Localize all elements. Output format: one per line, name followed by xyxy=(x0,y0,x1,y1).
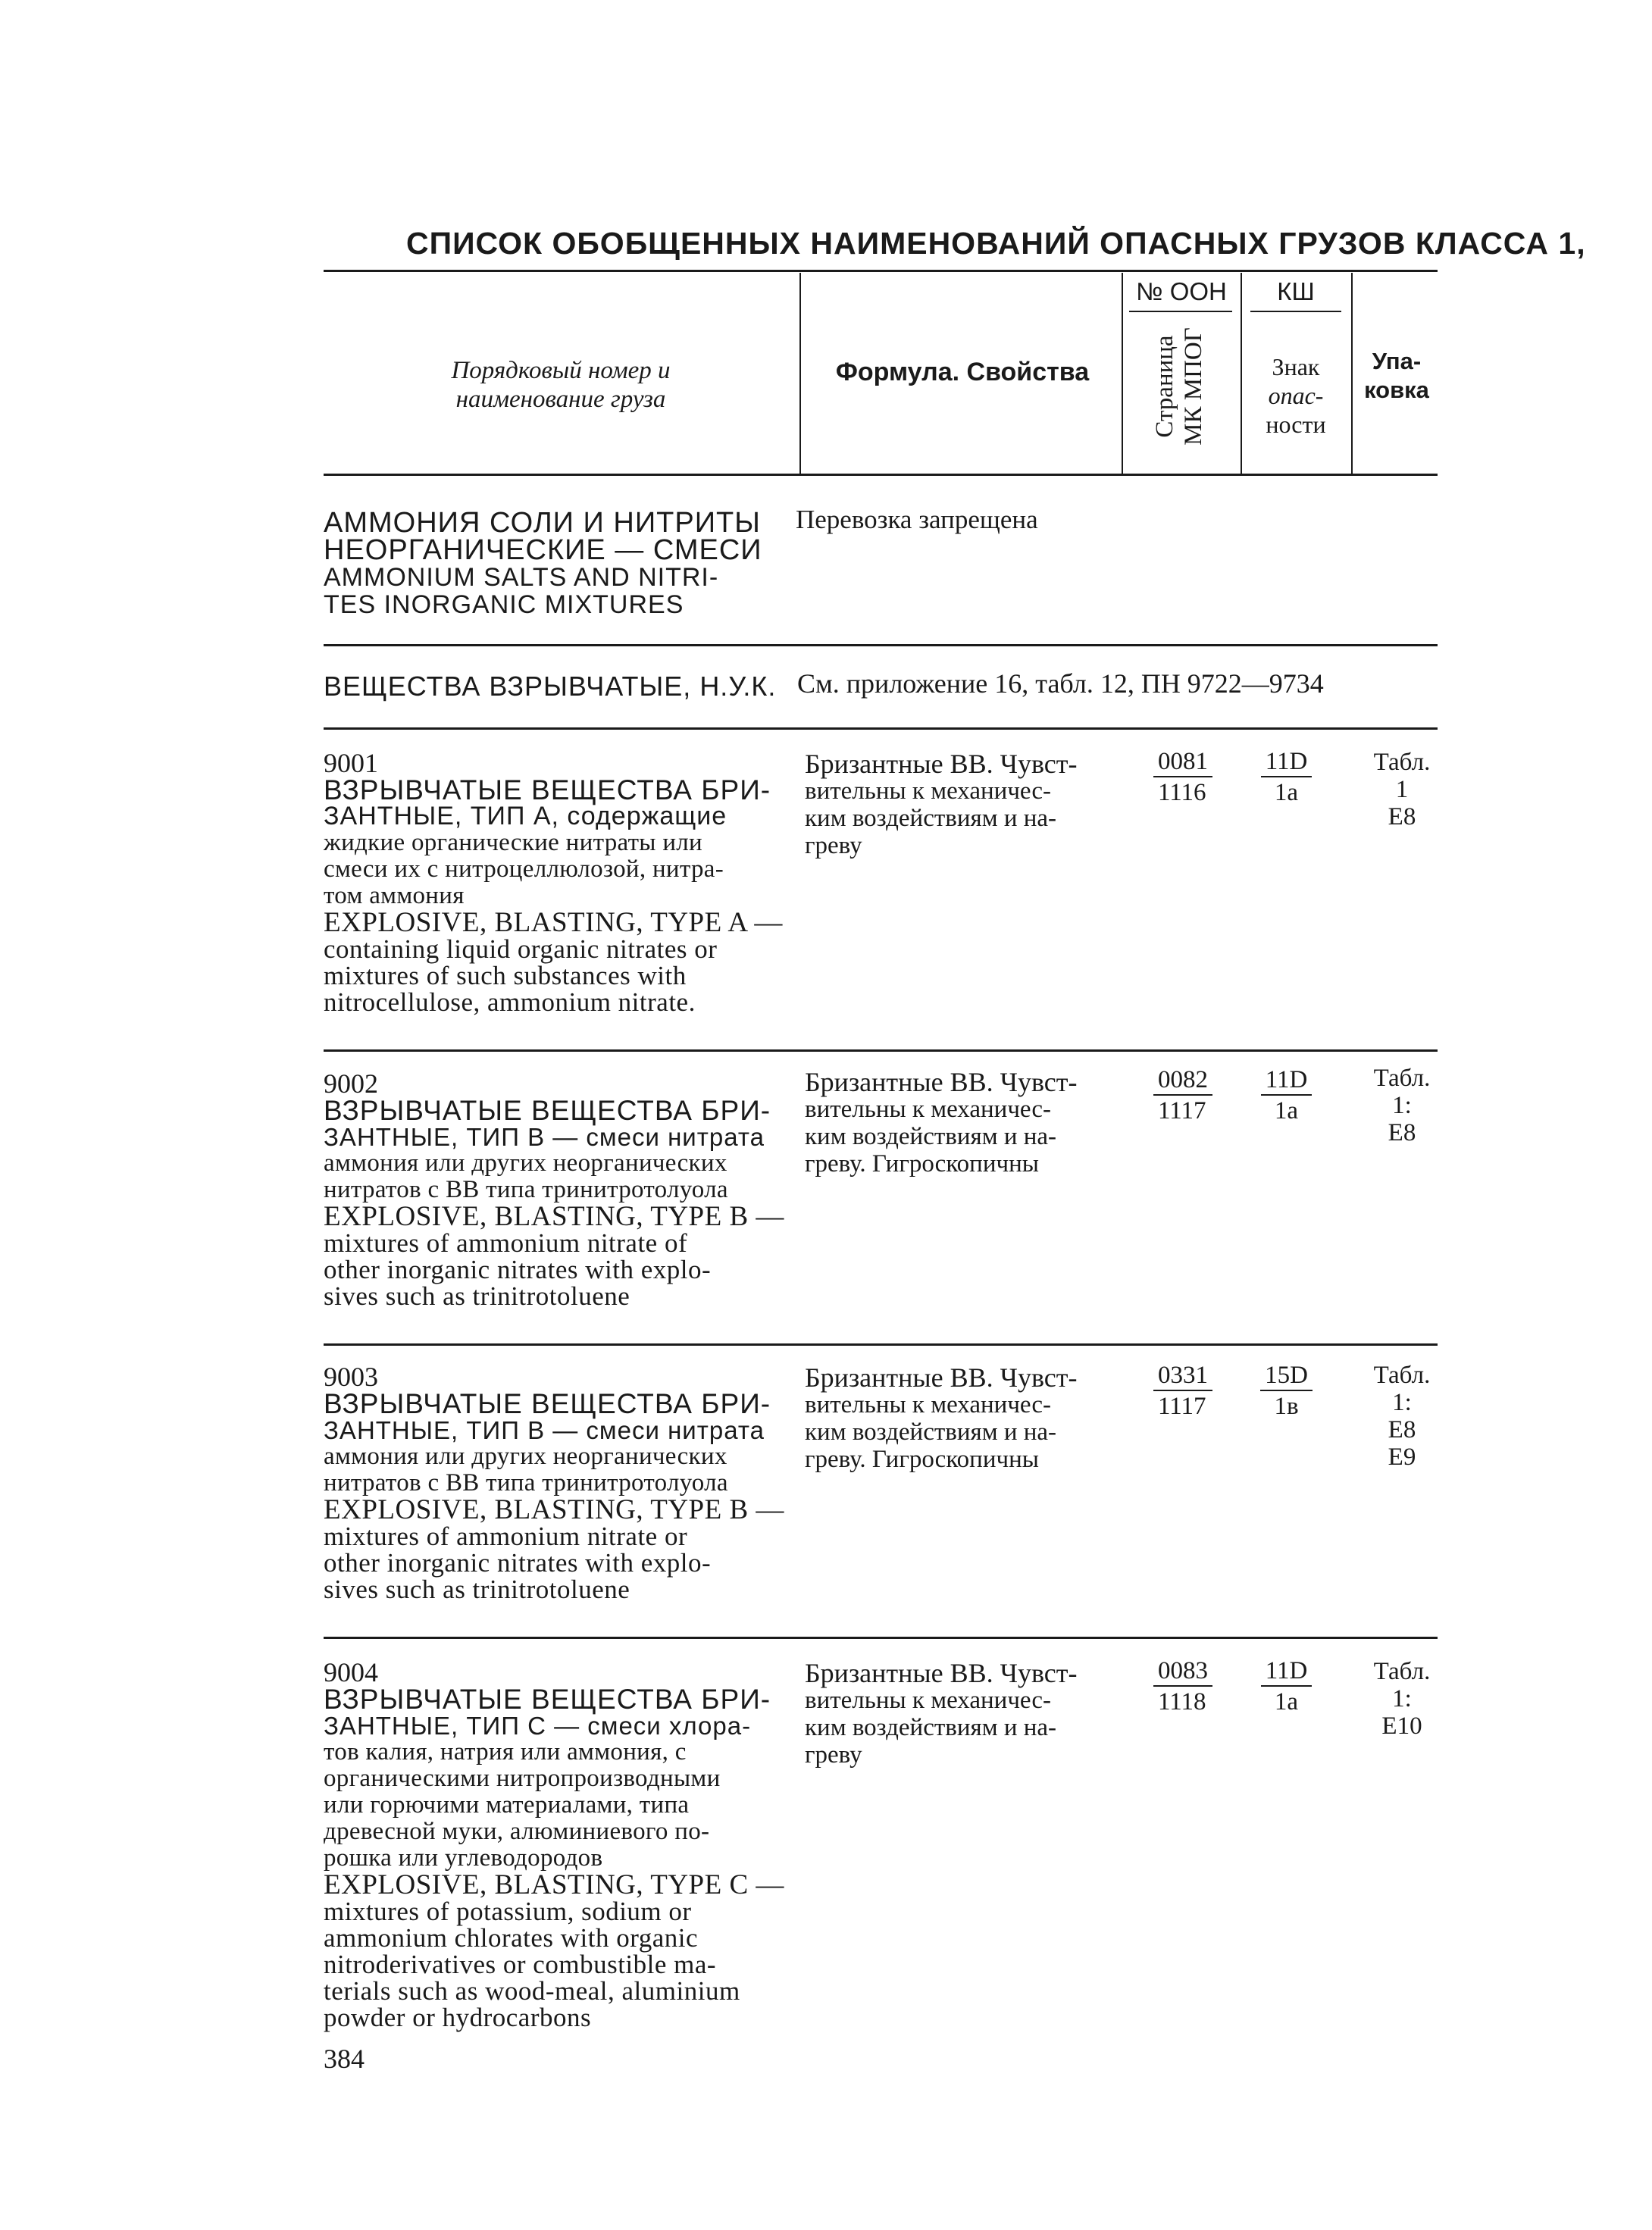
entry-9001-line-7: containing liquid organic nitrates or xyxy=(324,934,718,964)
separator-1 xyxy=(324,644,1438,646)
entry-9002-line-8: sives such as trinitrotoluene xyxy=(324,1281,630,1311)
separator-3 xyxy=(324,1049,1438,1052)
entry-9002-pack-1: Табл. xyxy=(1373,1065,1431,1092)
un-group-rule xyxy=(1129,311,1232,312)
entry-9001-line-3: жидкие органические нитраты или xyxy=(324,829,703,856)
entry-9004-pack-1: Табл. xyxy=(1373,1658,1431,1685)
header-name-col xyxy=(356,356,765,414)
entry-9001-line-2: ЗАНТНЫЕ, ТИП А, содержащие xyxy=(324,802,727,830)
entry-9003-ksh xyxy=(1250,1360,1322,1422)
entry-9003-line-2: ЗАНТНЫЕ, ТИП В — смеси нитрата xyxy=(324,1416,765,1444)
separator-5 xyxy=(324,1637,1438,1639)
entry-9003-prop-2: вительны к механичес- xyxy=(805,1391,1052,1418)
header-divider-3 xyxy=(1241,273,1242,474)
entry-9001-number: 9001 xyxy=(324,748,378,778)
entry-9001-packaging xyxy=(1356,749,1447,830)
entry-9003-line-4: нитратов с ВВ типа тринитротолуола xyxy=(324,1469,728,1497)
entry-9004-line-13: powder or hydrocarbons xyxy=(324,2003,592,2032)
ammonium-line-2: НЕОРГАНИЧЕСКИЕ — СМЕСИ xyxy=(324,534,762,566)
entry-9002-pack-3: E8 xyxy=(1388,1119,1416,1146)
entry-9003-page: 1117 xyxy=(1158,1393,1206,1420)
entry-9003-pack-1: Табл. xyxy=(1373,1362,1431,1389)
header-divider-1 xyxy=(799,273,801,474)
entry-9002-prop-1: Бризантные ВВ. Чувст- xyxy=(805,1067,1078,1097)
entry-9004-line-9: mixtures of potassium, sodium or xyxy=(324,1897,692,1926)
entry-9003-properties xyxy=(805,1364,1161,1473)
entry-9001-page: 1116 xyxy=(1158,779,1206,806)
entry-9004-prop-1: Бризантные ВВ. Чувст- xyxy=(805,1658,1078,1688)
header-pack-line-1: Упа- xyxy=(1372,348,1422,374)
entry-9004-line-8: EXPLOSIVE, BLASTING, TYPE C — xyxy=(324,1869,784,1900)
separator-4 xyxy=(324,1343,1438,1346)
entry-9002-sign: 1a xyxy=(1274,1097,1299,1124)
header-hazard-sign xyxy=(1243,352,1349,439)
entry-9002-prop-2: вительны к механичес- xyxy=(805,1096,1052,1123)
entry-9004-line-11: nitroderivatives or combustible ma- xyxy=(324,1950,717,1979)
entry-9001-line-4: смеси их с нитроцеллюлозой, нитра- xyxy=(324,855,724,883)
entry-9004-prop-4: греву xyxy=(805,1741,862,1769)
entry-9004-page: 1118 xyxy=(1158,1688,1206,1716)
entry-9002-line-2: ЗАНТНЫЕ, ТИП В — смеси нитрата xyxy=(324,1123,765,1151)
header-name-line-1: Порядковый номер и xyxy=(451,357,671,384)
entry-9002-properties xyxy=(805,1068,1161,1178)
entry-9002-line-6: mixtures of ammonium nitrate of xyxy=(324,1228,688,1258)
entry-9003-prop-1: Бризантные ВВ. Чувст- xyxy=(805,1362,1078,1393)
entry-9003-prop-4: греву. Гигроскопичны xyxy=(805,1446,1039,1473)
entry-9004-sign: 1a xyxy=(1274,1688,1299,1716)
ammonium-note: Перевозка запрещена xyxy=(796,505,1038,534)
entry-9004-prop-2: вительны к механичес- xyxy=(805,1687,1052,1714)
header-sign-line-1: Знак xyxy=(1272,353,1320,380)
entry-9003-line-6: mixtures of ammonium nitrate or xyxy=(324,1522,688,1551)
entry-9001-pack-2: 1 xyxy=(1395,776,1409,803)
entry-9004-line-3: тов калия, натрия или аммония, с xyxy=(324,1738,687,1766)
entry-9003-line-5: EXPLOSIVE, BLASTING, TYPE B — xyxy=(324,1494,784,1525)
entry-9003-pack-3: E8 xyxy=(1388,1416,1416,1443)
entry-9003-un-number: 0331 xyxy=(1153,1361,1212,1391)
entry-9004-prop-3: ким воздействиям и на- xyxy=(805,1714,1057,1741)
entry-9003-prop-3: ким воздействиям и на- xyxy=(805,1418,1057,1446)
entry-9002-ksh xyxy=(1250,1065,1322,1126)
header-ksh-group: КШ xyxy=(1277,277,1315,305)
entry-9001-prop-1: Бризантные ВВ. Чувст- xyxy=(805,749,1078,779)
entry-9002-page: 1117 xyxy=(1158,1097,1206,1124)
entry-9002-line-1: ВЗРЫВЧАТЫЕ ВЕЩЕСТВА БРИ- xyxy=(324,1095,771,1126)
entry-9003-pack-2: 1: xyxy=(1392,1389,1412,1416)
entry-9001-ksh-code: 11D xyxy=(1261,747,1313,777)
entry-9003-packaging xyxy=(1356,1362,1447,1471)
header-divider-4 xyxy=(1351,273,1353,474)
entry-9001-line-9: nitrocellulose, ammonium nitrate. xyxy=(324,987,696,1017)
entry-9002-pack-2: 1: xyxy=(1392,1092,1412,1119)
entry-9001-name xyxy=(324,750,793,1015)
entry-9004-line-10: ammonium chlorates with organic xyxy=(324,1923,699,1953)
entry-9004-line-5: или горючими материалами, типа xyxy=(324,1791,690,1819)
header-sign-line-3: ности xyxy=(1266,411,1326,438)
separator-2 xyxy=(324,727,1438,730)
entry-9002-line-7: other inorganic nitrates with explo- xyxy=(324,1255,712,1284)
ammonium-name xyxy=(324,509,793,618)
entry-9003-line-7: other inorganic nitrates with explo- xyxy=(324,1548,712,1578)
entry-9004-line-1: ВЗРЫВЧАТЫЕ ВЕЩЕСТВА БРИ- xyxy=(324,1684,771,1715)
explosives-nos-name: ВЕЩЕСТВА ВЗРЫВЧАТЫЕ, Н.У.К. xyxy=(324,671,777,702)
entry-9004-number: 9004 xyxy=(324,1657,378,1687)
entry-9001-prop-2: вительны к механичес- xyxy=(805,777,1052,805)
entry-9003-name xyxy=(324,1364,793,1603)
header-page-line-2: МК МПОГ xyxy=(1180,327,1207,446)
entry-9003-line-1: ВЗРЫВЧАТЫЕ ВЕЩЕСТВА БРИ- xyxy=(324,1388,771,1419)
header-name-line-2: наименование груза xyxy=(455,386,666,413)
entry-9003-number: 9003 xyxy=(324,1362,378,1392)
entry-9004-un-number: 0083 xyxy=(1153,1656,1212,1687)
entry-9004-pack-2: 1: xyxy=(1392,1685,1412,1712)
entry-9001-properties xyxy=(805,750,1161,859)
entry-9001-pack-1: Табл. xyxy=(1373,749,1431,776)
entry-9004-line-12: terials such as wood-meal, aluminium xyxy=(324,1976,740,2006)
entry-9004-line-2: ЗАНТНЫЕ, ТИП С — смеси хлора- xyxy=(324,1712,752,1740)
header-bottom-rule xyxy=(324,474,1438,476)
entry-9004-un xyxy=(1153,1656,1229,1717)
entry-9003-un xyxy=(1153,1360,1229,1422)
entry-9003-sign: 1в xyxy=(1274,1393,1299,1420)
ammonium-line-4: TES INORGANIC MIXTURES xyxy=(324,590,684,619)
entry-9004-properties xyxy=(805,1659,1161,1769)
entry-9003-ksh-code: 15D xyxy=(1260,1361,1313,1391)
entry-9002-name xyxy=(324,1068,793,1311)
header-packaging xyxy=(1355,347,1438,405)
entry-9001-sign: 1a xyxy=(1274,779,1299,806)
entry-9004-pack-3: E10 xyxy=(1381,1712,1422,1740)
entry-9003-line-3: аммония или других неорганических xyxy=(324,1443,727,1470)
entry-9004-line-4: органическими нитропроизводными xyxy=(324,1765,721,1792)
entry-9002-ksh-code: 11D xyxy=(1261,1065,1313,1096)
page-number: 384 xyxy=(324,2044,365,2074)
entry-9001-line-1: ВЗРЫВЧАТЫЕ ВЕЩЕСТВА БРИ- xyxy=(324,774,771,805)
entry-9004-ksh xyxy=(1250,1656,1322,1717)
entry-9001-pack-3: E8 xyxy=(1388,803,1416,830)
entry-9002-un-number: 0082 xyxy=(1153,1065,1212,1096)
header-page-label xyxy=(1150,326,1211,447)
ammonium-line-3: AMMONIUM SALTS AND NITRI- xyxy=(324,563,719,592)
entry-9002-prop-4: греву. Гигроскопичны xyxy=(805,1150,1039,1178)
header-top-rule xyxy=(324,270,1438,272)
entry-9002-un xyxy=(1153,1065,1229,1126)
entry-9004-name xyxy=(324,1659,793,2031)
header-pack-line-2: ковка xyxy=(1364,377,1429,403)
entry-9004-ksh-code: 11D xyxy=(1261,1656,1313,1687)
header-page-line-1: Страница xyxy=(1151,335,1178,438)
entry-9002-number: 9002 xyxy=(324,1068,378,1099)
entry-9002-packaging xyxy=(1356,1065,1447,1146)
entry-9003-pack-4: E9 xyxy=(1388,1443,1416,1471)
entry-9001-line-5: том аммония xyxy=(324,882,465,909)
entry-9001-un-number: 0081 xyxy=(1153,747,1212,777)
ammonium-line-1: АММОНИЯ СОЛИ И НИТРИТЫ xyxy=(324,507,761,539)
header-divider-2 xyxy=(1122,273,1123,474)
entry-9001-prop-3: ким воздействиям и на- xyxy=(805,805,1057,832)
entry-9004-line-7: рошка или углеводородов xyxy=(324,1844,603,1872)
entry-9004-packaging xyxy=(1356,1658,1447,1740)
entry-9001-ksh xyxy=(1250,746,1322,808)
entry-9001-un xyxy=(1153,746,1229,808)
explosives-nos-note: См. приложение 16, табл. 12, ПН 9722—9734 xyxy=(797,668,1324,699)
ksh-group-rule xyxy=(1250,311,1341,312)
page-title: СПИСОК ОБОБЩЕННЫХ НАИМЕНОВАНИЙ ОПАСНЫХ ГРУЗОВ КЛАССА 1, xyxy=(406,226,1586,261)
header-sign-line-2: опас- xyxy=(1268,382,1324,409)
entry-9002-line-4: нитратов с ВВ типа тринитротолуола xyxy=(324,1176,728,1203)
header-formula-col: Формула. Свойства xyxy=(835,358,1090,386)
entry-9004-line-6: древесной муки, алюминиевого по- xyxy=(324,1818,710,1845)
entry-9001-line-8: mixtures of such substances with xyxy=(324,961,687,990)
entry-9001-prop-4: греву xyxy=(805,832,862,859)
entry-9001-line-6: EXPLOSIVE, BLASTING, TYPE A — xyxy=(324,907,783,938)
entry-9002-line-3: аммония или других неорганических xyxy=(324,1149,727,1177)
header-un-group: № ООН xyxy=(1136,277,1227,305)
entry-9003-line-8: sives such as trinitrotoluene xyxy=(324,1575,630,1604)
entry-9002-line-5: EXPLOSIVE, BLASTING, TYPE B — xyxy=(324,1201,784,1232)
entry-9002-prop-3: ким воздействиям и на- xyxy=(805,1123,1057,1150)
